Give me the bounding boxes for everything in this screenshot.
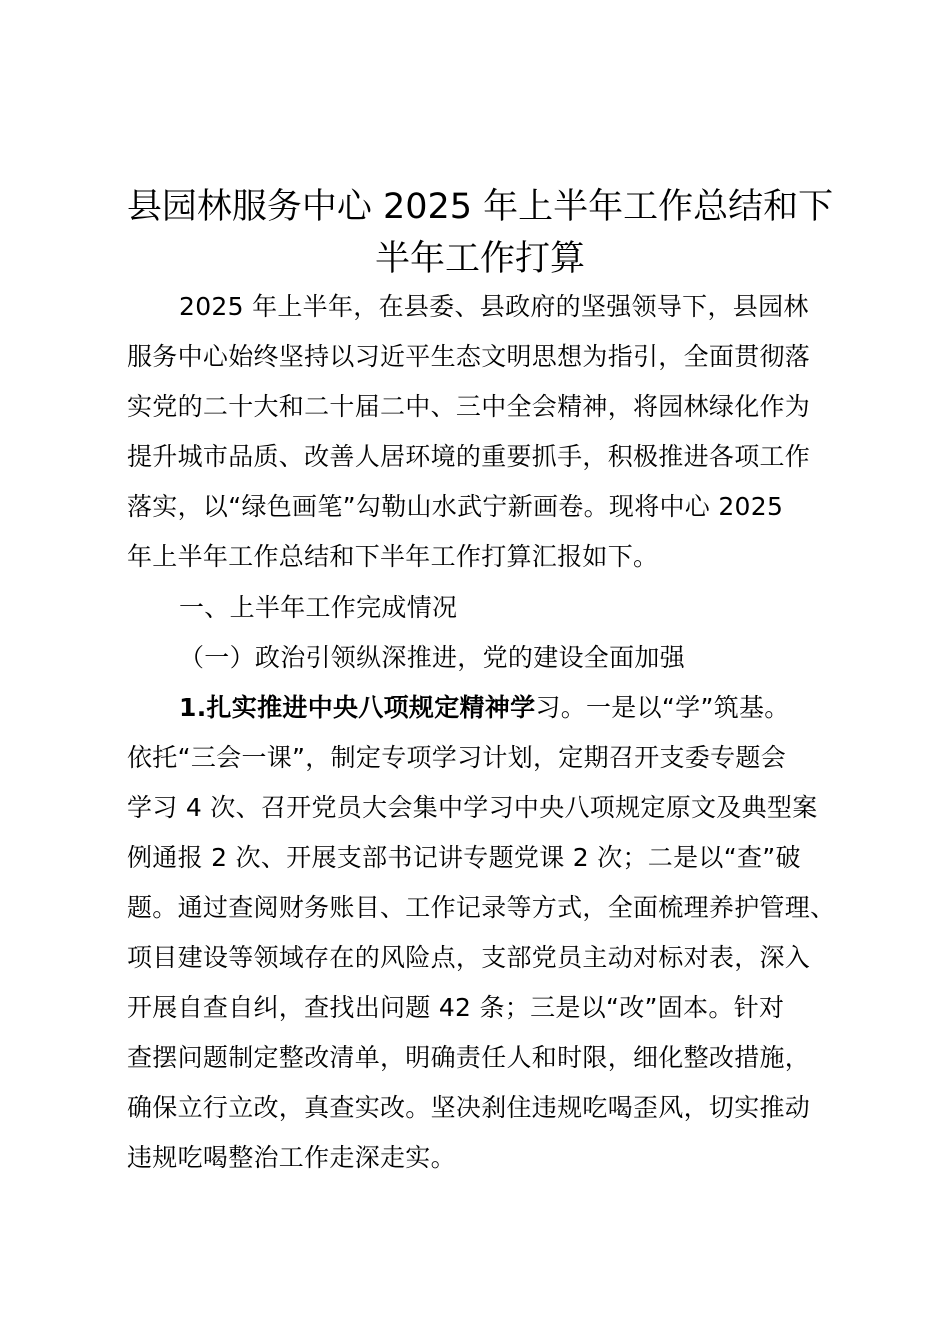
intro-line: 实党的二十大和二十届二中、三中全会精神，将园林绿化作为 [127, 392, 811, 421]
title-line-2: 半年工作打算 [374, 239, 585, 279]
intro-line: 提升城市品质、改善人居环境的重要抓手，积极推进各项工作 [127, 442, 811, 471]
document-body [127, 282, 839, 1183]
item-1-line: 查摆问题制定整改清单，明确责任人和时限，细化整改措施， [127, 1043, 811, 1072]
item-1-line: 确保立行立改，真查实改。坚决刹住违规吃喝歪风，切实推动 [127, 1093, 811, 1122]
item-1-line: 学习 4 次、召开党员大会集中学习中央八项规定原文及典型案 [127, 793, 818, 822]
item-1-line: 例通报 2 次、开展支部书记讲专题党课 2 次；二是以“查”破 [127, 843, 801, 872]
section-heading: 一、上半年工作完成情况 [179, 593, 458, 622]
item-1-line: 违规吃喝整治工作走深走实。 [127, 1143, 456, 1172]
subsection-heading: （一）政治引领纵深推进，党的建设全面加强 [179, 643, 686, 672]
title-line-1: 县园林服务中心 2025 年上半年工作总结和下 [126, 187, 834, 227]
item-1-line: 依托“三会一课”，制定专项学习计划，定期召开支委专题会 [127, 743, 787, 772]
document-title [110, 181, 850, 285]
intro-line: 服务中心始终坚持以习近平生态文明思想为指引，全面贯彻落 [127, 342, 811, 371]
item-1-first-line [127, 683, 839, 733]
item-1-line: 题。通过查阅财务账目、工作记录等方式，全面梳理养护管理、 [127, 893, 836, 922]
intro-line: 年上半年工作总结和下半年工作打算汇报如下。 [127, 542, 659, 571]
item-1-line: 项目建设等领域存在的风险点，支部党员主动对标对表，深入 [127, 943, 811, 972]
intro-line: 2025 年上半年，在县委、县政府的坚强领导下，县园林 [179, 292, 809, 321]
item-1-text: 习。一是以“学”筑基。 [535, 693, 790, 722]
item-1-line: 开展自查自纠，查找出问题 42 条；三是以“改”固本。针对 [127, 993, 785, 1022]
item-1-title: 1.扎实推进中央八项规定精神学 [179, 693, 536, 722]
intro-line: 落实，以“绿色画笔”勾勒山水武宁新画卷。现将中心 2025 [127, 492, 784, 521]
